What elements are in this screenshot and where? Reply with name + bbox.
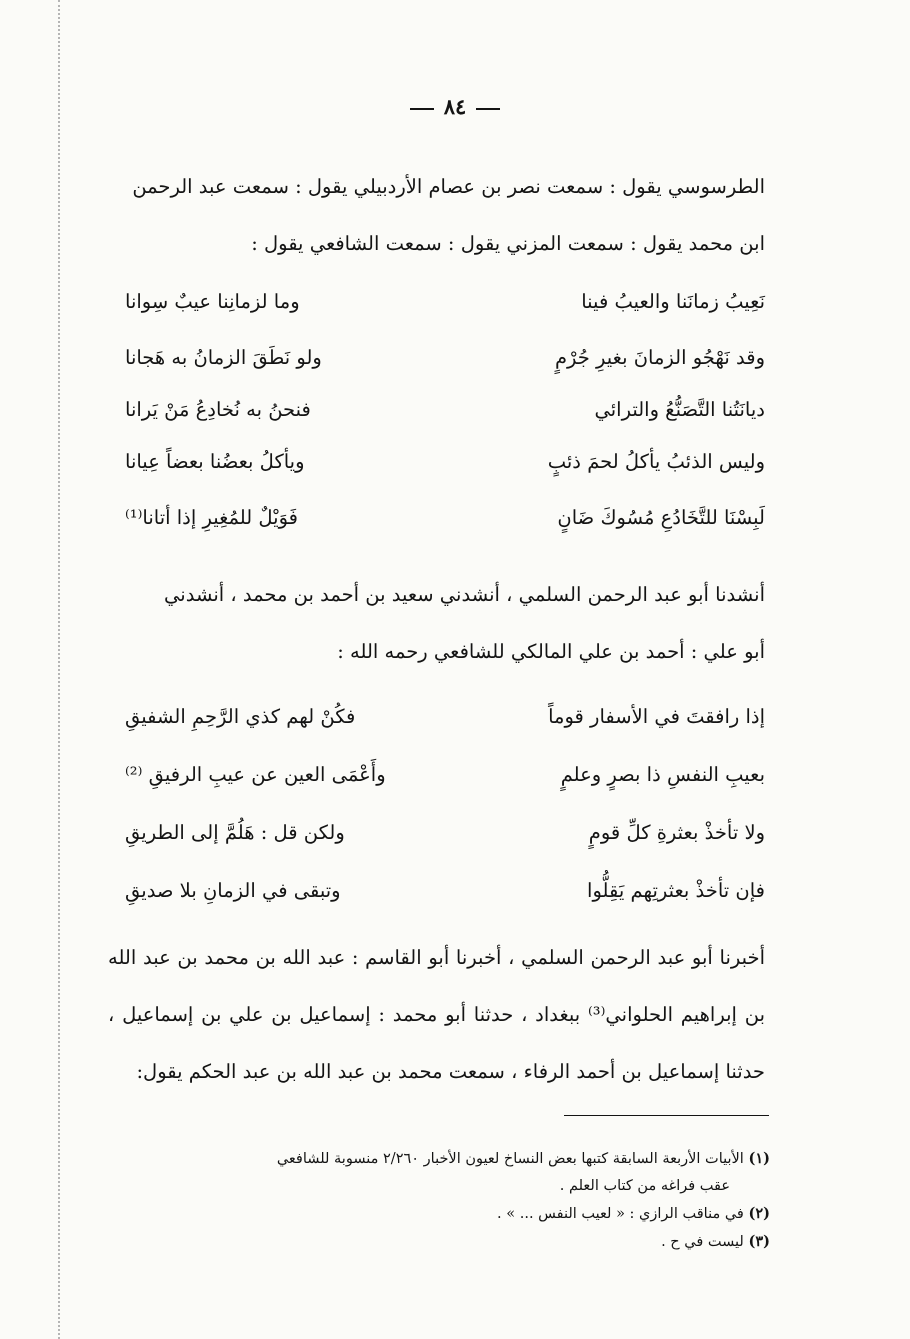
page-number-header <box>0 94 910 119</box>
footnote <box>100 1228 770 1256</box>
verse <box>125 274 765 330</box>
footnote <box>100 1200 770 1228</box>
verse <box>125 386 765 434</box>
verse <box>125 434 765 490</box>
hemistich-second: فَوَيْلٌ للمُغِيرِ إذا أتانا⁽¹⁾ <box>125 506 298 529</box>
header-dash-left <box>410 108 434 110</box>
verse <box>125 330 765 386</box>
page-number: ٨٤ <box>443 94 467 119</box>
hemistich-first: وقد نَهْجُو الزمانَ بغيرِ جُرْمٍ <box>554 346 765 369</box>
transmission-paragraph-1 <box>108 566 765 680</box>
verse <box>125 804 765 862</box>
transmission-paragraph-2 <box>108 929 765 1100</box>
poem-second <box>125 688 765 920</box>
hemistich-first: ديانَتُنا التَّصَنُّعُ والترائي <box>594 398 765 421</box>
footnote <box>100 1145 770 1173</box>
header-dash-right <box>476 108 500 110</box>
poem-first <box>125 274 765 546</box>
hemistich-first: إذا رافقتَ في الأسفار قوماً <box>548 705 765 728</box>
hemistich-first: ولا تأخذْ بعثرةِ كلِّ قومٍ <box>588 821 765 844</box>
intro-line: الطرسوسي يقول : سمعت نصر بن عصام الأردبيلي يقول : سمعت عبد الرحمن <box>132 175 765 198</box>
intro-paragraph <box>108 158 765 272</box>
hemistich-first: لَبِسْنَا للتَّخَادُعِ مُسُوكَ ضَانٍ <box>557 506 765 529</box>
hemistich-second: وما لزمانِنا عيبٌ سِوانا <box>125 290 300 313</box>
footnotes <box>100 1145 770 1256</box>
transmission-line: أنشدنا أبو عبد الرحمن السلمي ، أنشدني سعيد بن أحمد بن محمد ، أنشدني <box>164 583 765 606</box>
hemistich-second: وتبقى في الزمانِ بلا صديقِ <box>125 879 341 902</box>
hemistich-second: وأَعْمَى العين عن عيبِ الرفيقِ ⁽²⁾ <box>125 763 386 786</box>
footnote-continuation: عقب فراغه من كتاب العلم . <box>559 1178 730 1194</box>
hemistich-second: ولو نَطَقَ الزمانُ به هَجانا <box>125 346 322 369</box>
footnote-text: الأبيات الأربعة السابقة كتبها بعض النساخ لعيون الأخبار ٢/٢٦٠ منسوبة للشافعي <box>276 1151 744 1167</box>
verse <box>125 688 765 746</box>
footnote-divider <box>564 1115 769 1116</box>
verse <box>125 490 765 546</box>
hemistich-second: فنحنُ به نُخادِعُ مَنْ يَرانا <box>125 398 311 421</box>
transmission-text: أخبرنا أبو عبد الرحمن السلمي ، أخبرنا أبو القاسم : عبد الله بن محمد بن عبد الله بن إبراهيم الحلواني⁽³⁾ ببغداد ، حدثنا أبو محمد : إسماعيل بن علي بن إسماعيل ، حدثنا إسماعيل بن أحمد الرفاء ، سمعت محمد بن عبد الله بن عبد الحكم يقول: <box>108 946 765 1083</box>
page-margin-edge <box>58 0 60 1339</box>
footnote-text: في مناقب الرازي : « لعيب النفس ... » . <box>497 1206 744 1222</box>
hemistich-second: ولكن قل : هَلُمَّ إلى الطريقِ <box>125 821 345 844</box>
footnote-number: (٣) <box>748 1233 770 1250</box>
hemistich-first: بعيبِ النفسِ ذا بصرٍ وعلمٍ <box>560 763 765 786</box>
verse <box>125 746 765 804</box>
hemistich-second: فكُنْ لهم كذي الرَّحِمِ الشفيقِ <box>125 705 356 728</box>
hemistich-first: فإن تأخذْ بعثرتِهم يَقِلُّوا <box>587 879 765 902</box>
transmission-line: أبو علي : أحمد بن علي المالكي للشافعي رحمه الله : <box>337 640 765 663</box>
hemistich-first: وليس الذئبُ يأكلُ لحمَ ذئبٍ <box>547 450 765 473</box>
verse <box>125 862 765 920</box>
hemistich-first: نَعِيبُ زمانَنا والعيبُ فينا <box>581 290 765 313</box>
footnote-text: ليست في ح . <box>661 1234 744 1250</box>
intro-line: ابن محمد يقول : سمعت المزني يقول : سمعت الشافعي يقول : <box>251 232 765 255</box>
hemistich-second: ويأكلُ بعضُنا بعضاً عِيانا <box>125 450 305 473</box>
footnote-number: (١) <box>748 1150 770 1167</box>
footnote-number: (٢) <box>748 1205 770 1222</box>
